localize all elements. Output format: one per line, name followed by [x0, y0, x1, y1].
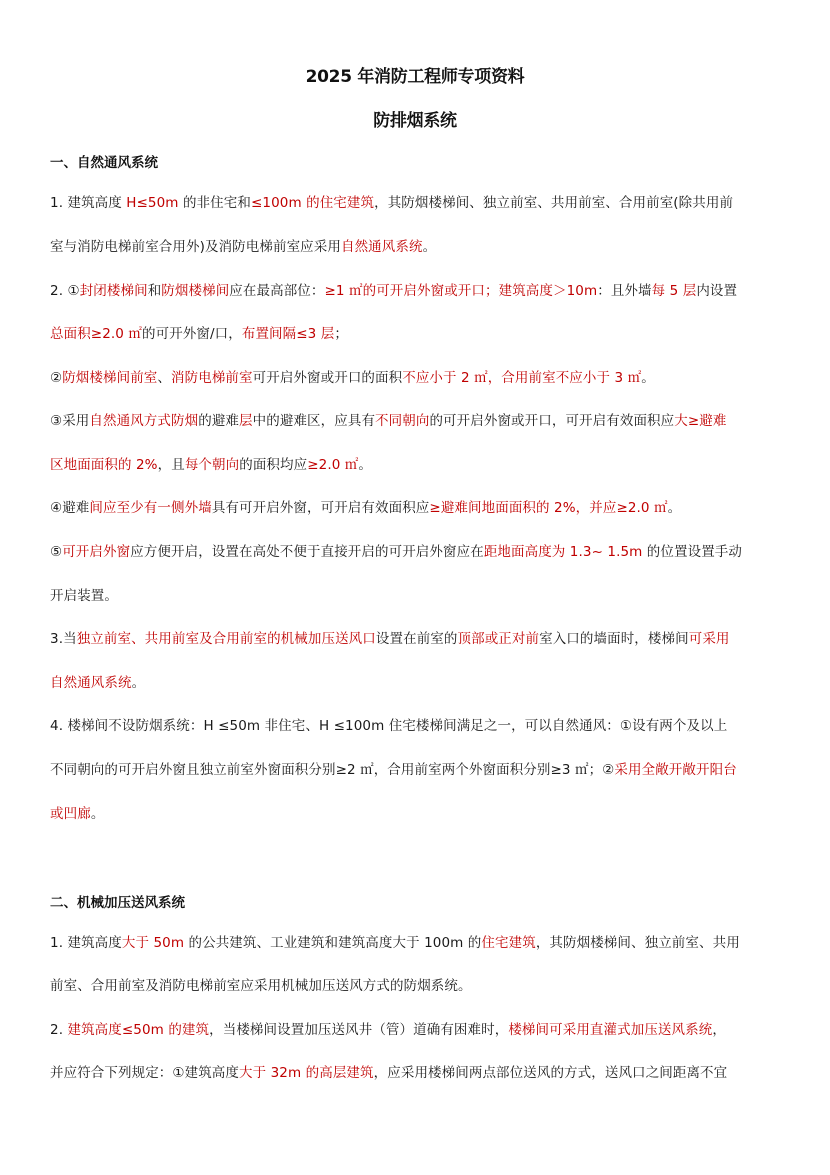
highlighted-text: 层 [239, 413, 253, 429]
highlighted-text: 防烟楼梯间前室 [62, 370, 158, 386]
body-text: 1. 建筑高度 [50, 195, 127, 211]
highlighted-text: ≥1 ㎡的可开启外窗或开口；建筑高度＞10m [324, 283, 598, 299]
highlighted-text: 可采用 [688, 631, 730, 647]
body-text: 中的避难区，应具有 [252, 413, 376, 429]
highlighted-text: 建筑高度≤50m 的建筑 [67, 1022, 210, 1038]
text-line [50, 238, 436, 256]
body-text: 2. [50, 1022, 68, 1038]
body-text: 4. 楼梯间不设防烟系统：H ≤50m 非住宅、H ≤100m 住宅楼梯间满足之一，可以自然通风：①设有两个及以上 [50, 718, 728, 734]
highlighted-text: 防烟楼梯间 [161, 283, 230, 299]
body-text: 1. 建筑高度 [50, 935, 122, 951]
highlighted-text: 自然通风方式防烟 [89, 413, 199, 429]
body-text: ⑤ [50, 544, 63, 560]
body-text: ， [712, 1022, 726, 1038]
text-line [50, 805, 104, 823]
highlighted-text: 布置间隔≤3 层 [241, 326, 335, 342]
body-text: ； [334, 326, 348, 342]
body-text: 室入口的墙面时，楼梯间 [539, 631, 689, 647]
section-heading-mechanical-pressurization: 二、机械加压送风系统 [50, 895, 185, 911]
highlighted-text: 不同朝向 [375, 413, 430, 429]
text-line [50, 369, 655, 387]
body-text: 。 [641, 370, 655, 386]
highlighted-text: 楼梯间可采用直灌式加压送风系统 [508, 1022, 713, 1038]
text-line [50, 456, 372, 474]
body-text: 2. ① [50, 283, 80, 299]
body-text: 的面积均应 [239, 457, 308, 473]
body-text: 。 [667, 500, 682, 516]
body-text: 设置在前室的 [375, 631, 458, 647]
body-text: 内设置 [696, 283, 738, 299]
text-line [50, 674, 145, 692]
highlighted-text: 住宅建筑 [481, 935, 536, 951]
highlighted-text: 总面积≥2.0 ㎡ [50, 326, 142, 342]
text-line [50, 194, 733, 212]
body-text: 的公共建筑、工业建筑和建筑高度大于 100m 的 [184, 935, 482, 951]
highlighted-text: 封闭楼梯间 [79, 283, 148, 299]
body-text: 。 [131, 675, 146, 691]
body-text: 可开启外窗或开口的面积 [252, 370, 403, 386]
body-text: 的非住宅和 [178, 195, 251, 211]
body-text: 前室、合用前室及消防电梯前室应采用机械加压送风方式的防烟系统。 [50, 978, 472, 994]
highlighted-text: 自然通风系统 [340, 239, 423, 255]
body-text: ，其防烟楼梯间、独立前室、共用前室、合用前室(除共用前 [374, 195, 734, 211]
text-line [50, 325, 348, 343]
body-text: ，应采用楼梯间两点部位送风的方式，送风口之间距离不宜 [373, 1065, 728, 1081]
section-heading-natural-ventilation: 一、自然通风系统 [50, 155, 158, 171]
body-text: 。 [90, 806, 105, 822]
body-text: 的位置设置手动 [642, 544, 742, 560]
body-text: 的可开启外窗或开口，可开启有效面积应 [429, 413, 675, 429]
highlighted-text: 大于 32m 的高层建筑 [239, 1065, 374, 1081]
body-text: ，且 [157, 457, 185, 473]
text-line [50, 499, 681, 517]
highlighted-text: ≥避难间地面面积的 2%，并应≥2.0 ㎡ [429, 500, 668, 516]
body-text: ，其防烟楼梯间、独立前室、共用 [535, 935, 740, 951]
highlighted-text: 不应小于 2 ㎡，合用前室不应小于 3 ㎡ [402, 370, 642, 386]
highlighted-text: ≥2.0 ㎡ [307, 457, 359, 473]
body-text: 并应符合下列规定：①建筑高度 [50, 1065, 240, 1081]
highlighted-text: 自然通风系统 [50, 675, 132, 691]
text-line [50, 717, 727, 735]
text-line [50, 934, 740, 952]
highlighted-text: ≤100m 的住宅建筑 [250, 195, 375, 211]
text-line [50, 1064, 727, 1082]
highlighted-text: 大≥避难 [674, 413, 727, 429]
body-text: 的避难 [198, 413, 240, 429]
body-text: 应在最高部位： [229, 283, 325, 299]
text-line [50, 761, 737, 779]
body-text: 、 [157, 370, 172, 386]
highlighted-text: 可开启外窗 [62, 544, 131, 560]
highlighted-text: 或凹廊 [50, 806, 91, 822]
body-text: 的可开外窗/口， [141, 326, 242, 342]
body-text: 不同朝向的可开启外窗且独立前室外窗面积分别≥2 ㎡，合用前室两个外窗面积分别≥3 ㎡；② [50, 762, 615, 778]
body-text: 3.当 [50, 631, 77, 647]
highlighted-text: 距地面高度为 1.3~ 1.5m [483, 544, 643, 560]
body-text: ④避难 [50, 500, 90, 516]
highlighted-text: H≤50m [126, 195, 179, 211]
body-text: ② [50, 370, 63, 386]
body-text: 开启装置。 [50, 588, 118, 604]
body-text: ，当楼梯间设置加压送风井（管）道确有困难时， [209, 1022, 509, 1038]
body-text: 具有可开启外窗，可开启有效面积应 [211, 500, 430, 516]
highlighted-text: 每 5 层 [651, 283, 697, 299]
highlighted-text: 独立前室、共用前室及合用前室的机械加压送风口 [76, 631, 376, 647]
text-line [50, 977, 472, 995]
text-line [50, 1021, 726, 1039]
body-text: 应方便开启，设置在高处不便于直接开启的可开启外窗应在 [130, 544, 484, 560]
highlighted-text: 区地面面积的 2% [50, 457, 158, 473]
text-line [50, 543, 742, 561]
highlighted-text: 间应至少有一侧外墙 [89, 500, 212, 516]
highlighted-text: 每个朝向 [184, 457, 240, 473]
highlighted-text: 消防电梯前室 [171, 370, 253, 386]
text-line [50, 412, 726, 430]
highlighted-text: 大于 50m [121, 935, 185, 951]
highlighted-text: 顶部或正对前 [457, 631, 540, 647]
document-subtitle: 防排烟系统 [373, 111, 457, 131]
body-text: 和 [147, 283, 162, 299]
body-text: ③采用 [50, 413, 90, 429]
text-line [50, 282, 737, 300]
text-line [50, 630, 730, 648]
body-text: 。 [422, 239, 437, 255]
highlighted-text: 采用全敞开敞开阳台 [614, 762, 737, 778]
body-text: 室与消防电梯前室合用外)及消防电梯前室应采用 [50, 239, 341, 255]
document-title: 2025 年消防工程师专项资料 [305, 67, 525, 87]
body-text: 。 [358, 457, 373, 473]
text-line [50, 587, 118, 605]
body-text: ：且外墙 [597, 283, 652, 299]
